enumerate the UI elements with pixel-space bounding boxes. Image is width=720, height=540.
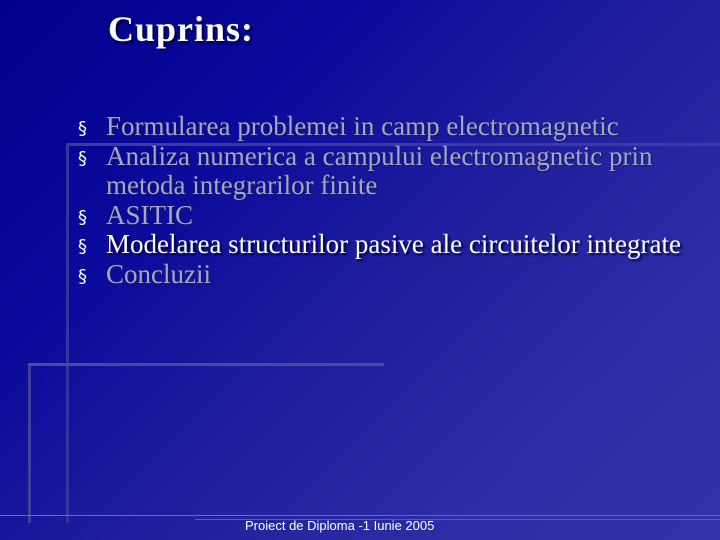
bullet-list — [78, 112, 708, 289]
bullet-text: Analiza numerica a campului electromagnetic prin metoda integrarilor finite — [106, 140, 653, 200]
bullet-marker-icon: § — [78, 118, 87, 139]
bullet-marker-icon: § — [78, 265, 87, 287]
decorative-line — [66, 143, 69, 523]
bullet-item — [78, 112, 708, 142]
bullet-text: Concluzii — [106, 258, 211, 289]
decorative-line — [28, 363, 384, 366]
slide-title: Cuprins: — [108, 9, 255, 49]
bullet-item — [78, 201, 708, 231]
bullet-text: Formularea problemei in camp electromagnetic — [106, 111, 619, 141]
bullet-marker-icon: § — [78, 206, 87, 228]
bullet-item — [78, 142, 708, 201]
bullet-text: ASITIC — [106, 199, 193, 230]
bullet-item-highlighted — [78, 230, 708, 260]
footer-divider — [0, 515, 720, 516]
bullet-item — [78, 260, 708, 290]
bullet-marker-icon: § — [78, 147, 87, 169]
bullet-text: Modelarea structurilor pasive ale circuitelor integrate — [106, 229, 681, 259]
decorative-line — [28, 363, 31, 523]
slide-footer: Proiect de Diploma -1 Iunie 2005 — [245, 518, 435, 533]
bullet-marker-icon: § — [78, 236, 87, 257]
